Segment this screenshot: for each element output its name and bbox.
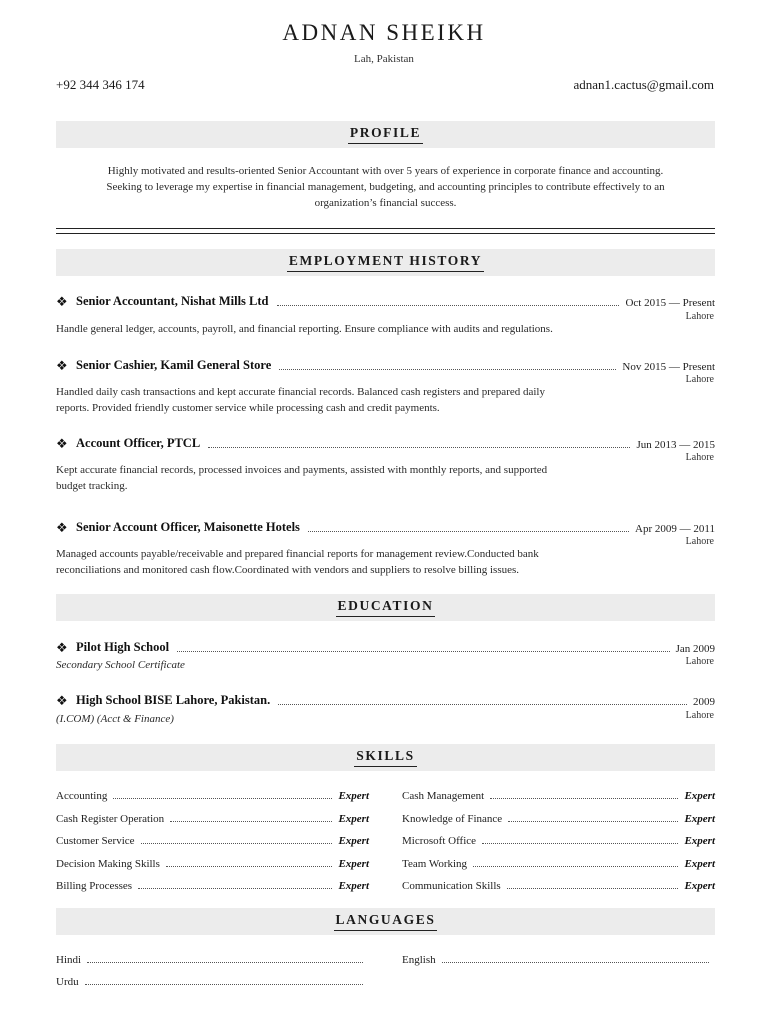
employment-heading: EMPLOYMENT HISTORY <box>287 253 484 272</box>
dotted-leader <box>138 888 332 889</box>
skill-level: Expert <box>684 812 715 825</box>
dotted-leader <box>113 798 332 799</box>
job-description-line: reports. Provided friendly customer service while processing cash and credit payments. <box>56 402 440 414</box>
education-heading: EDUCATION <box>336 598 436 617</box>
dotted-leader <box>208 447 630 448</box>
dotted-leader <box>85 984 363 985</box>
skill-name: Accounting <box>56 790 108 802</box>
dotted-leader <box>170 821 332 822</box>
profile-summary <box>56 163 715 211</box>
dotted-leader <box>508 821 678 822</box>
education-section-header <box>56 594 715 621</box>
skills-section-header <box>56 744 715 771</box>
dotted-leader <box>442 962 709 963</box>
skill-row <box>56 854 369 870</box>
skill-name: Decision Making Skills <box>56 857 160 870</box>
dotted-leader <box>473 866 678 867</box>
job-title: Senior Account Officer, Maisonette Hotels <box>76 520 300 534</box>
job-description-line: budget tracking. <box>56 480 128 492</box>
job-description-line: Managed accounts payable/receivable and prepared financial reports for management review.Conducted bank <box>56 548 539 560</box>
diamond-bullet-icon: ❖ <box>56 436 68 451</box>
job-entry-header <box>56 291 715 309</box>
languages-heading: LANGUAGES <box>334 912 438 931</box>
job-description-line: reconciliations and monitored cash flow.Coordinated with vendors and suppliers to resolve billing issues. <box>56 564 520 576</box>
skill-level: Expert <box>338 835 369 847</box>
profile-line: organization’s financial success. <box>314 197 457 209</box>
skill-row <box>402 786 715 802</box>
education-date: 2009 <box>693 696 715 708</box>
skill-name: Microsoft Office <box>402 835 477 847</box>
skill-level: Expert <box>684 835 715 847</box>
section-divider <box>56 228 715 234</box>
languages-left-column <box>56 950 369 988</box>
dotted-leader <box>166 866 333 867</box>
skill-row <box>56 831 369 847</box>
skill-name: Cash Management <box>402 790 485 802</box>
profile-section-header <box>56 121 715 148</box>
job-city: Lahore <box>685 374 714 385</box>
job-title: Senior Accountant, Nishat Mills Ltd <box>76 294 269 308</box>
dotted-leader <box>141 843 333 844</box>
job-description-line: Handle general ledger, accounts, payroll, and financial reporting. Ensure compliance with audits and regulations. <box>56 323 553 335</box>
skill-level: Expert <box>338 857 369 870</box>
dotted-leader <box>87 962 363 963</box>
education-city: Lahore <box>685 656 714 667</box>
job-description <box>56 546 676 578</box>
skill-row <box>56 876 369 892</box>
dotted-leader <box>482 843 678 844</box>
skill-level: Expert <box>684 790 715 802</box>
skill-name: Customer Service <box>56 835 135 847</box>
education-city: Lahore <box>685 710 714 721</box>
employment-section-header <box>56 249 715 276</box>
school-name: High School BISE Lahore, Pakistan. <box>76 693 271 707</box>
education-entry-header <box>56 637 715 655</box>
skill-name: Knowledge of Finance <box>402 812 503 825</box>
skill-row <box>402 831 715 847</box>
languages-right-column <box>402 950 715 966</box>
skill-row <box>402 876 715 892</box>
school-name: Pilot High School <box>76 640 170 654</box>
job-entry-header <box>56 517 715 535</box>
job-description <box>56 462 656 494</box>
diamond-bullet-icon: ❖ <box>56 520 68 535</box>
job-description <box>56 321 656 337</box>
job-dates: Apr 2009 — 2011 <box>635 523 715 535</box>
skill-name: Team Working <box>402 857 468 870</box>
email-address[interactable]: adnan1.cactus@gmail.com <box>573 77 714 92</box>
job-description-line: Kept accurate financial records, processed invoices and payments, assisted with monthly reports, and supported <box>56 464 548 476</box>
skill-level: Expert <box>338 880 369 892</box>
skills-right-column <box>402 786 715 892</box>
profile-heading: PROFILE <box>348 125 423 144</box>
dotted-leader <box>277 305 620 306</box>
language-name: Hindi <box>56 954 82 966</box>
diamond-bullet-icon: ❖ <box>56 358 68 373</box>
skills-heading: SKILLS <box>354 748 416 767</box>
dotted-leader <box>308 531 629 532</box>
skill-row <box>402 854 715 870</box>
language-name: Urdu <box>56 976 79 988</box>
skill-row <box>402 809 715 825</box>
languages-section-header <box>56 908 715 935</box>
job-dates: Nov 2015 — Present <box>622 361 715 373</box>
skills-left-column <box>56 786 369 892</box>
skill-name: Communication Skills <box>402 880 501 892</box>
dotted-leader <box>278 704 687 705</box>
job-dates: Jun 2013 — 2015 <box>636 439 715 451</box>
skill-row <box>56 786 369 802</box>
job-city: Lahore <box>685 536 714 547</box>
job-title: Senior Cashier, Kamil General Store <box>76 358 272 372</box>
dotted-leader <box>490 798 678 799</box>
skill-row <box>56 809 369 825</box>
skill-level: Expert <box>684 880 715 892</box>
phone-number: +92 344 346 174 <box>56 77 145 92</box>
job-title: Account Officer, PTCL <box>76 436 201 450</box>
diamond-bullet-icon: ❖ <box>56 693 68 708</box>
skill-level: Expert <box>684 857 715 870</box>
language-row <box>56 972 369 988</box>
profile-line: Seeking to leverage my expertise in financial management, budgeting, and accounting principles to contribute effectively to an <box>106 181 665 193</box>
job-dates: Oct 2015 — Present <box>625 297 715 309</box>
job-description <box>56 384 656 416</box>
skill-name: Cash Register Operation <box>56 812 165 825</box>
candidate-name: ADNAN SHEIKH <box>282 20 486 45</box>
profile-line: Highly motivated and results-oriented Senior Accountant with over 5 years of experience in corporate finance and accounting. <box>107 165 664 177</box>
diamond-bullet-icon: ❖ <box>56 294 68 309</box>
dotted-leader <box>507 888 679 889</box>
job-entry-header <box>56 355 715 373</box>
skill-level: Expert <box>338 812 369 825</box>
candidate-location: Lah, Pakistan <box>354 53 414 65</box>
job-city: Lahore <box>685 452 714 463</box>
dotted-leader <box>279 369 616 370</box>
degree-name: (I.COM) (Acct & Finance) <box>56 713 174 725</box>
job-description-line: Handled daily cash transactions and kept accurate financial records. Balanced cash registers and prepared daily <box>56 386 545 398</box>
degree-name: Secondary School Certificate <box>56 659 185 671</box>
dotted-leader <box>177 651 670 652</box>
skill-level: Expert <box>338 790 369 802</box>
job-city: Lahore <box>685 311 714 322</box>
education-entry-header <box>56 690 715 708</box>
job-entry-header <box>56 433 715 451</box>
language-row <box>56 950 369 966</box>
language-row <box>402 950 715 966</box>
diamond-bullet-icon: ❖ <box>56 640 68 655</box>
education-date: Jan 2009 <box>675 643 715 655</box>
skill-name: Billing Processes <box>56 880 133 892</box>
language-name: English <box>402 954 436 966</box>
